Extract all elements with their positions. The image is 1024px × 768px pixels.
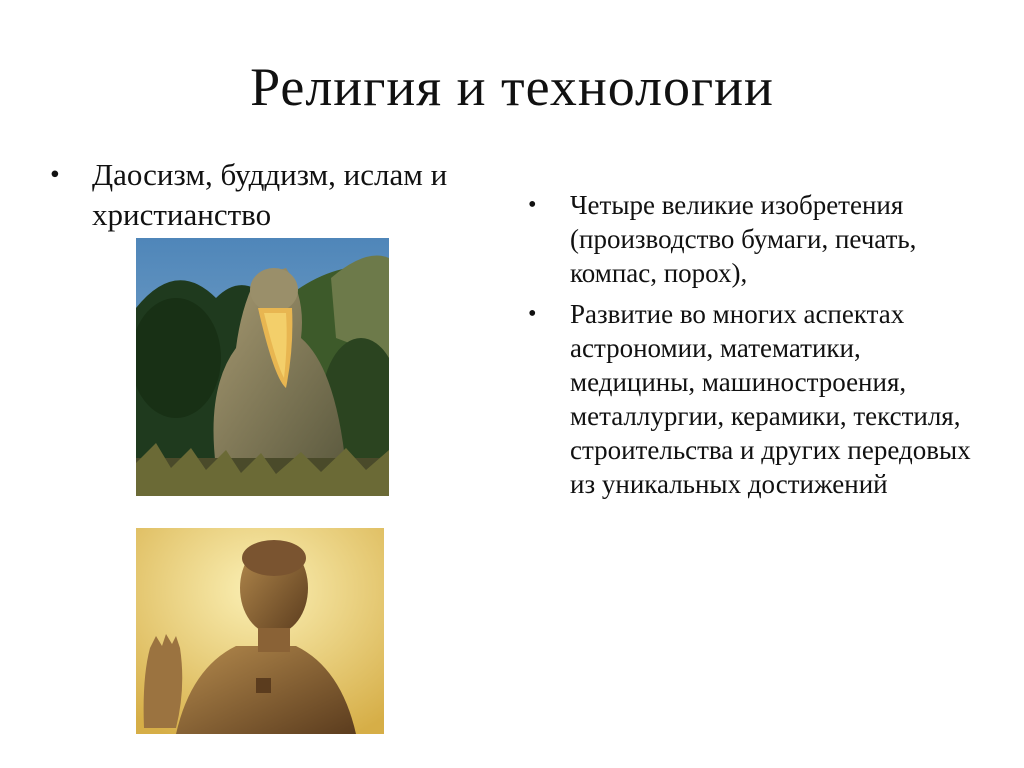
- left-column: [50, 155, 490, 235]
- bullet-dot: •: [50, 159, 60, 190]
- laozi-statue-photo: [136, 238, 389, 496]
- bullet-item-religions: [50, 155, 490, 235]
- left-bullet-list: [50, 155, 490, 235]
- right-column: [528, 188, 988, 508]
- bullet-dot: •: [528, 191, 537, 218]
- bullet-item-inventions: [528, 188, 988, 290]
- bullet-text: Даосизм, буддизм, ислам и христианство: [92, 157, 448, 232]
- bullet-item-development: [528, 297, 988, 501]
- slide-title: Религия и технологии: [250, 57, 774, 117]
- bullet-text: Четыре великие изобретения (производство бумаги, печать, компас, порох),: [570, 190, 917, 288]
- bullet-text: Развитие во многих аспектах астрономии, математики, медицины, машиностроения, металлургии, керамики, текстиля, строительства и других передовых из уникальных достижений: [570, 299, 971, 499]
- right-bullet-list: [528, 188, 988, 501]
- buddha-statue-photo: [136, 528, 384, 734]
- bullet-dot: •: [528, 300, 537, 327]
